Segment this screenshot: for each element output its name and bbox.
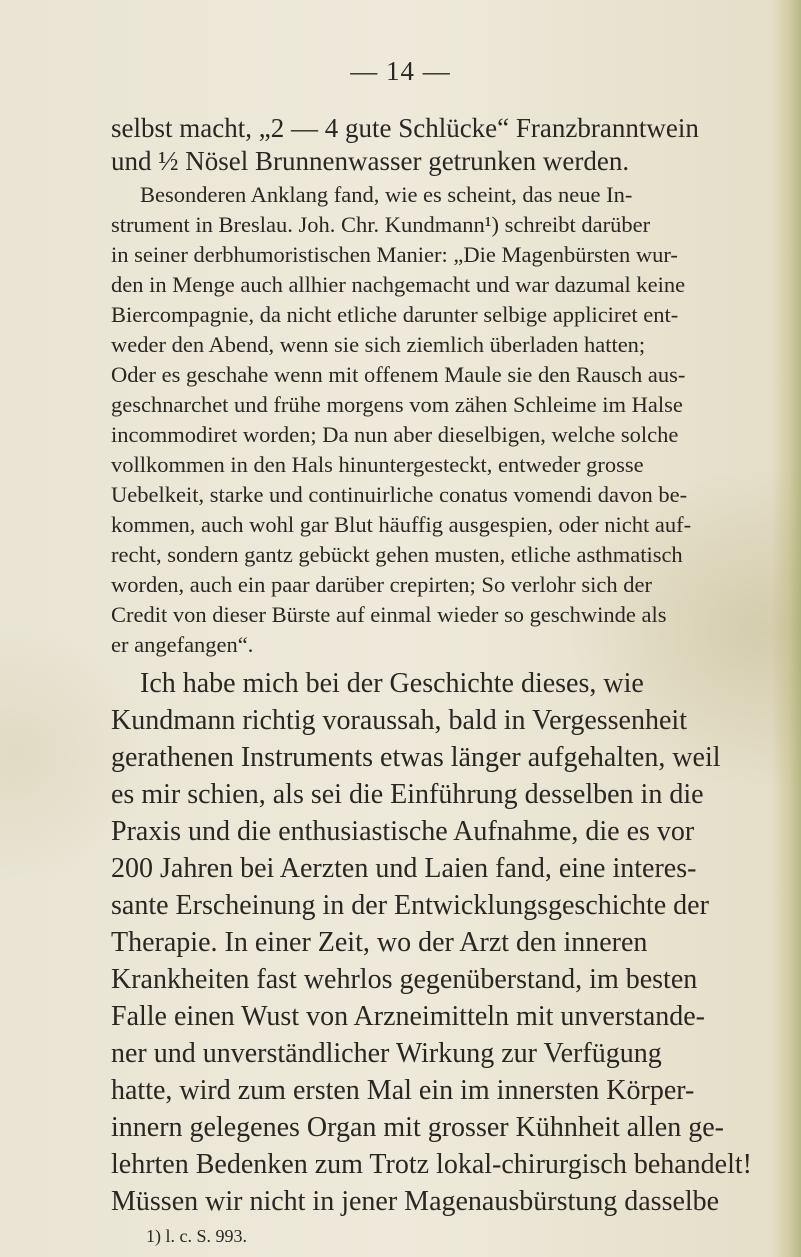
quote-line: den in Menge auch allhier nachgemacht und war dazumal keine	[111, 272, 686, 297]
quote-line: in seiner derbhumoristischen Manier: „Die Magenbürsten wur-	[111, 242, 678, 267]
text-line: selbst macht, „2 — 4 gute Schlücke“ Franzbranntwein	[111, 113, 699, 143]
quote-line: Biercompagnie, da nicht etliche darunter selbige appliciret ent-	[111, 302, 679, 327]
quote-line: er angefangen“.	[111, 632, 254, 657]
text-line: Falle einen Wust von Arzneimitteln mit unverstande-	[111, 1001, 706, 1032]
quote-line: Uebelkeit, starke und continuirliche conatus vomendi davon be-	[111, 482, 688, 507]
text-line: Krankheiten fast wehrlos gegenüberstand, im besten	[111, 964, 698, 995]
quote-line: Besonderen Anklang fand, wie es scheint, das neue In-	[140, 182, 633, 207]
quote-line: incommodiret worden; Da nun aber dieselbigen, welche solche	[111, 422, 679, 447]
quote-line: weder den Abend, wenn sie sich ziemlich überladen hatten;	[111, 332, 646, 357]
page-edge-shadow	[771, 0, 801, 1257]
text-line: gerathenen Instruments etwas länger aufgehalten, weil	[111, 742, 721, 773]
text-line: und ½ Nösel Brunnenwasser getrunken werden.	[111, 146, 630, 176]
text-line: Ich habe mich bei der Geschichte dieses, wie	[140, 668, 644, 699]
quote-line: vollkommen in den Hals hinuntergesteckt, entweder grosse	[111, 452, 644, 477]
quote-line: geschnarchet und frühe morgens vom zähen Schleime im Halse	[111, 392, 683, 417]
text-line: Therapie. In einer Zeit, wo der Arzt den inneren	[111, 927, 648, 958]
quote-line: Oder es geschahe wenn mit offenem Maule sie den Rausch aus-	[111, 362, 686, 387]
text-line: sante Erscheinung in der Entwicklungsgeschichte der	[111, 890, 709, 921]
text-line: Müssen wir nicht in jener Magenausbürstung dasselbe	[111, 1186, 720, 1217]
quote-line: worden, auch ein paar darüber crepirten; So verlohr sich der	[111, 572, 653, 597]
text-line: 200 Jahren bei Aerzten und Laien fand, eine interes-	[111, 853, 697, 884]
quote-line: kommen, auch wohl gar Blut häuffig ausgespien, oder nicht auf-	[111, 512, 692, 537]
text-line: Praxis und die enthusiastische Aufnahme, die es vor	[111, 816, 695, 847]
page-number: — 14 —	[350, 56, 451, 86]
text-line: hatte, wird zum ersten Mal ein im innersten Körper-	[111, 1075, 695, 1106]
text-line: es mir schien, als sei die Einführung desselben in die	[111, 779, 704, 810]
quote-line: recht, sondern gantz gebückt gehen musten, etliche asthmatisch	[111, 542, 683, 567]
text-line: innern gelegenes Organ mit grosser Kühnheit allen ge-	[111, 1112, 724, 1143]
text-line: lehrten Bedenken zum Trotz lokal-chirurgisch behandelt!	[111, 1149, 752, 1180]
quote-line: Credit von dieser Bürste auf einmal wieder so geschwinde als	[111, 602, 667, 627]
quote-line: strument in Breslau. Joh. Chr. Kundmann¹) schreibt darüber	[111, 212, 651, 237]
text-line: ner und unverständlicher Wirkung zur Verfügung	[111, 1038, 662, 1069]
footnote: 1) l. c. S. 993.	[146, 1226, 247, 1246]
text-line: Kundmann richtig voraussah, bald in Vergessenheit	[111, 705, 687, 736]
